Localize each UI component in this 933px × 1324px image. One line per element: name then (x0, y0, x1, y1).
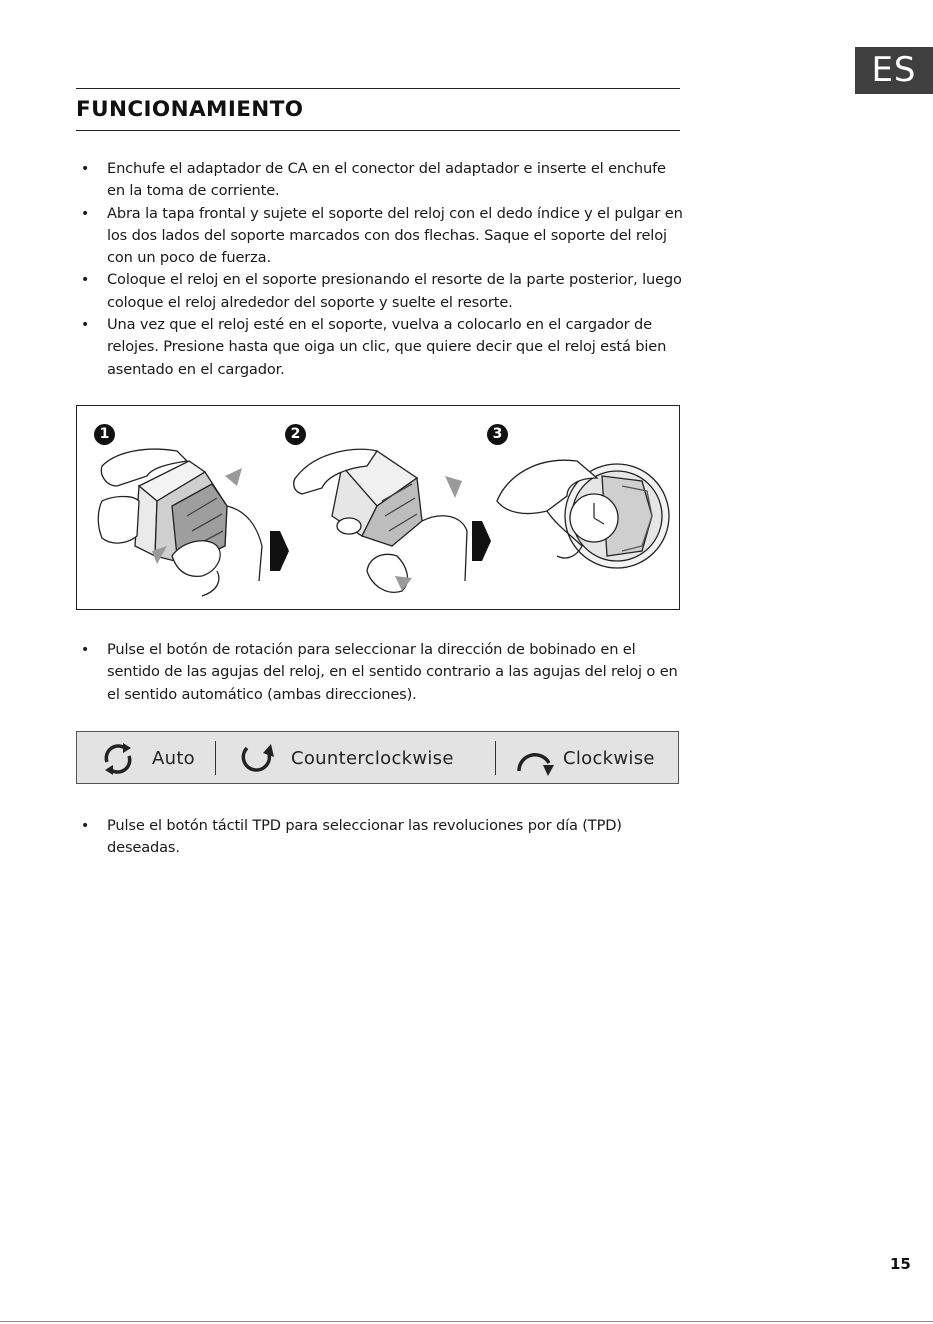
mode-clockwise (513, 732, 655, 785)
instruction-list-middle (76, 639, 686, 706)
title-bottom-rule (76, 130, 680, 131)
mode-counterclockwise-label: Counterclockwise (291, 748, 454, 769)
step-2-illustration (294, 449, 467, 592)
instruction-list-top (76, 158, 686, 381)
mode-clockwise-label: Clockwise (563, 748, 655, 769)
step-1-illustration (98, 449, 262, 596)
mode-auto (99, 732, 195, 785)
bullet-dot: • (81, 272, 90, 289)
footer-rule (0, 1321, 933, 1322)
list-item (76, 639, 686, 706)
list-item-text: Coloque el reloj en el soporte presionando el resorte de la parte posterior, luego coloque el reloj alrededor del soporte y suelte el resorte. (107, 271, 682, 311)
list-item (76, 158, 686, 203)
section-title: FUNCIONAMIENTO (76, 97, 304, 122)
mode-auto-label: Auto (152, 748, 195, 769)
mode-divider (215, 741, 216, 775)
step-3-illustration (497, 460, 669, 568)
list-item (76, 314, 686, 381)
list-item-text: Pulse el botón táctil TPD para seleccionar las revoluciones por día (TPD) deseadas. (107, 817, 622, 857)
bullet-dot: • (81, 642, 90, 658)
rotation-mode-bar (76, 731, 679, 784)
step-2-badge: 2 (285, 424, 306, 445)
bullet-dot: • (81, 317, 90, 334)
instruction-list-bottom (76, 815, 686, 860)
list-item (76, 203, 686, 270)
bullet-dot: • (81, 818, 90, 834)
step-arrow-1 (270, 531, 289, 571)
counterclockwise-icon (237, 740, 279, 778)
language-tab: ES (855, 47, 933, 94)
title-top-rule (76, 88, 680, 89)
step-arrow-2 (472, 521, 491, 561)
bullet-dot: • (81, 205, 90, 222)
list-item-text: Una vez que el reloj esté en el soporte, vuelva a colocarlo en el cargador de relojes. Presione hasta que oiga un clic, que quiere decir que el reloj está bien asentado en el cargador. (107, 316, 667, 378)
auto-rotation-icon (99, 740, 137, 778)
step-3-badge: 3 (487, 424, 508, 445)
clockwise-icon (513, 739, 555, 779)
list-item-text: Abra la tapa frontal y sujete el soporte del reloj con el dedo índice y el pulgar en los dos lados del soporte marcados con dos flechas. Saque el soporte del reloj con un poco de fuerza. (107, 204, 683, 267)
mode-counterclockwise (237, 732, 454, 785)
list-item (76, 815, 686, 860)
list-item-text: Pulse el botón de rotación para seleccionar la dirección de bobinado en el sentido de las agujas del reloj, en el sentido contrario a las agujas del reloj o en el sentido automático (ambas direcciones). (107, 641, 678, 703)
list-item-text: Enchufe el adaptador de CA en el conector del adaptador e inserte el enchufe en la toma de corriente. (107, 160, 666, 200)
bullet-dot: • (81, 161, 90, 177)
list-item (76, 269, 686, 314)
installation-figure (76, 405, 680, 610)
mode-divider (495, 741, 496, 775)
step-1-badge: 1 (94, 424, 115, 445)
page-number: 15 (890, 1255, 911, 1273)
step-illustrations (77, 406, 679, 609)
